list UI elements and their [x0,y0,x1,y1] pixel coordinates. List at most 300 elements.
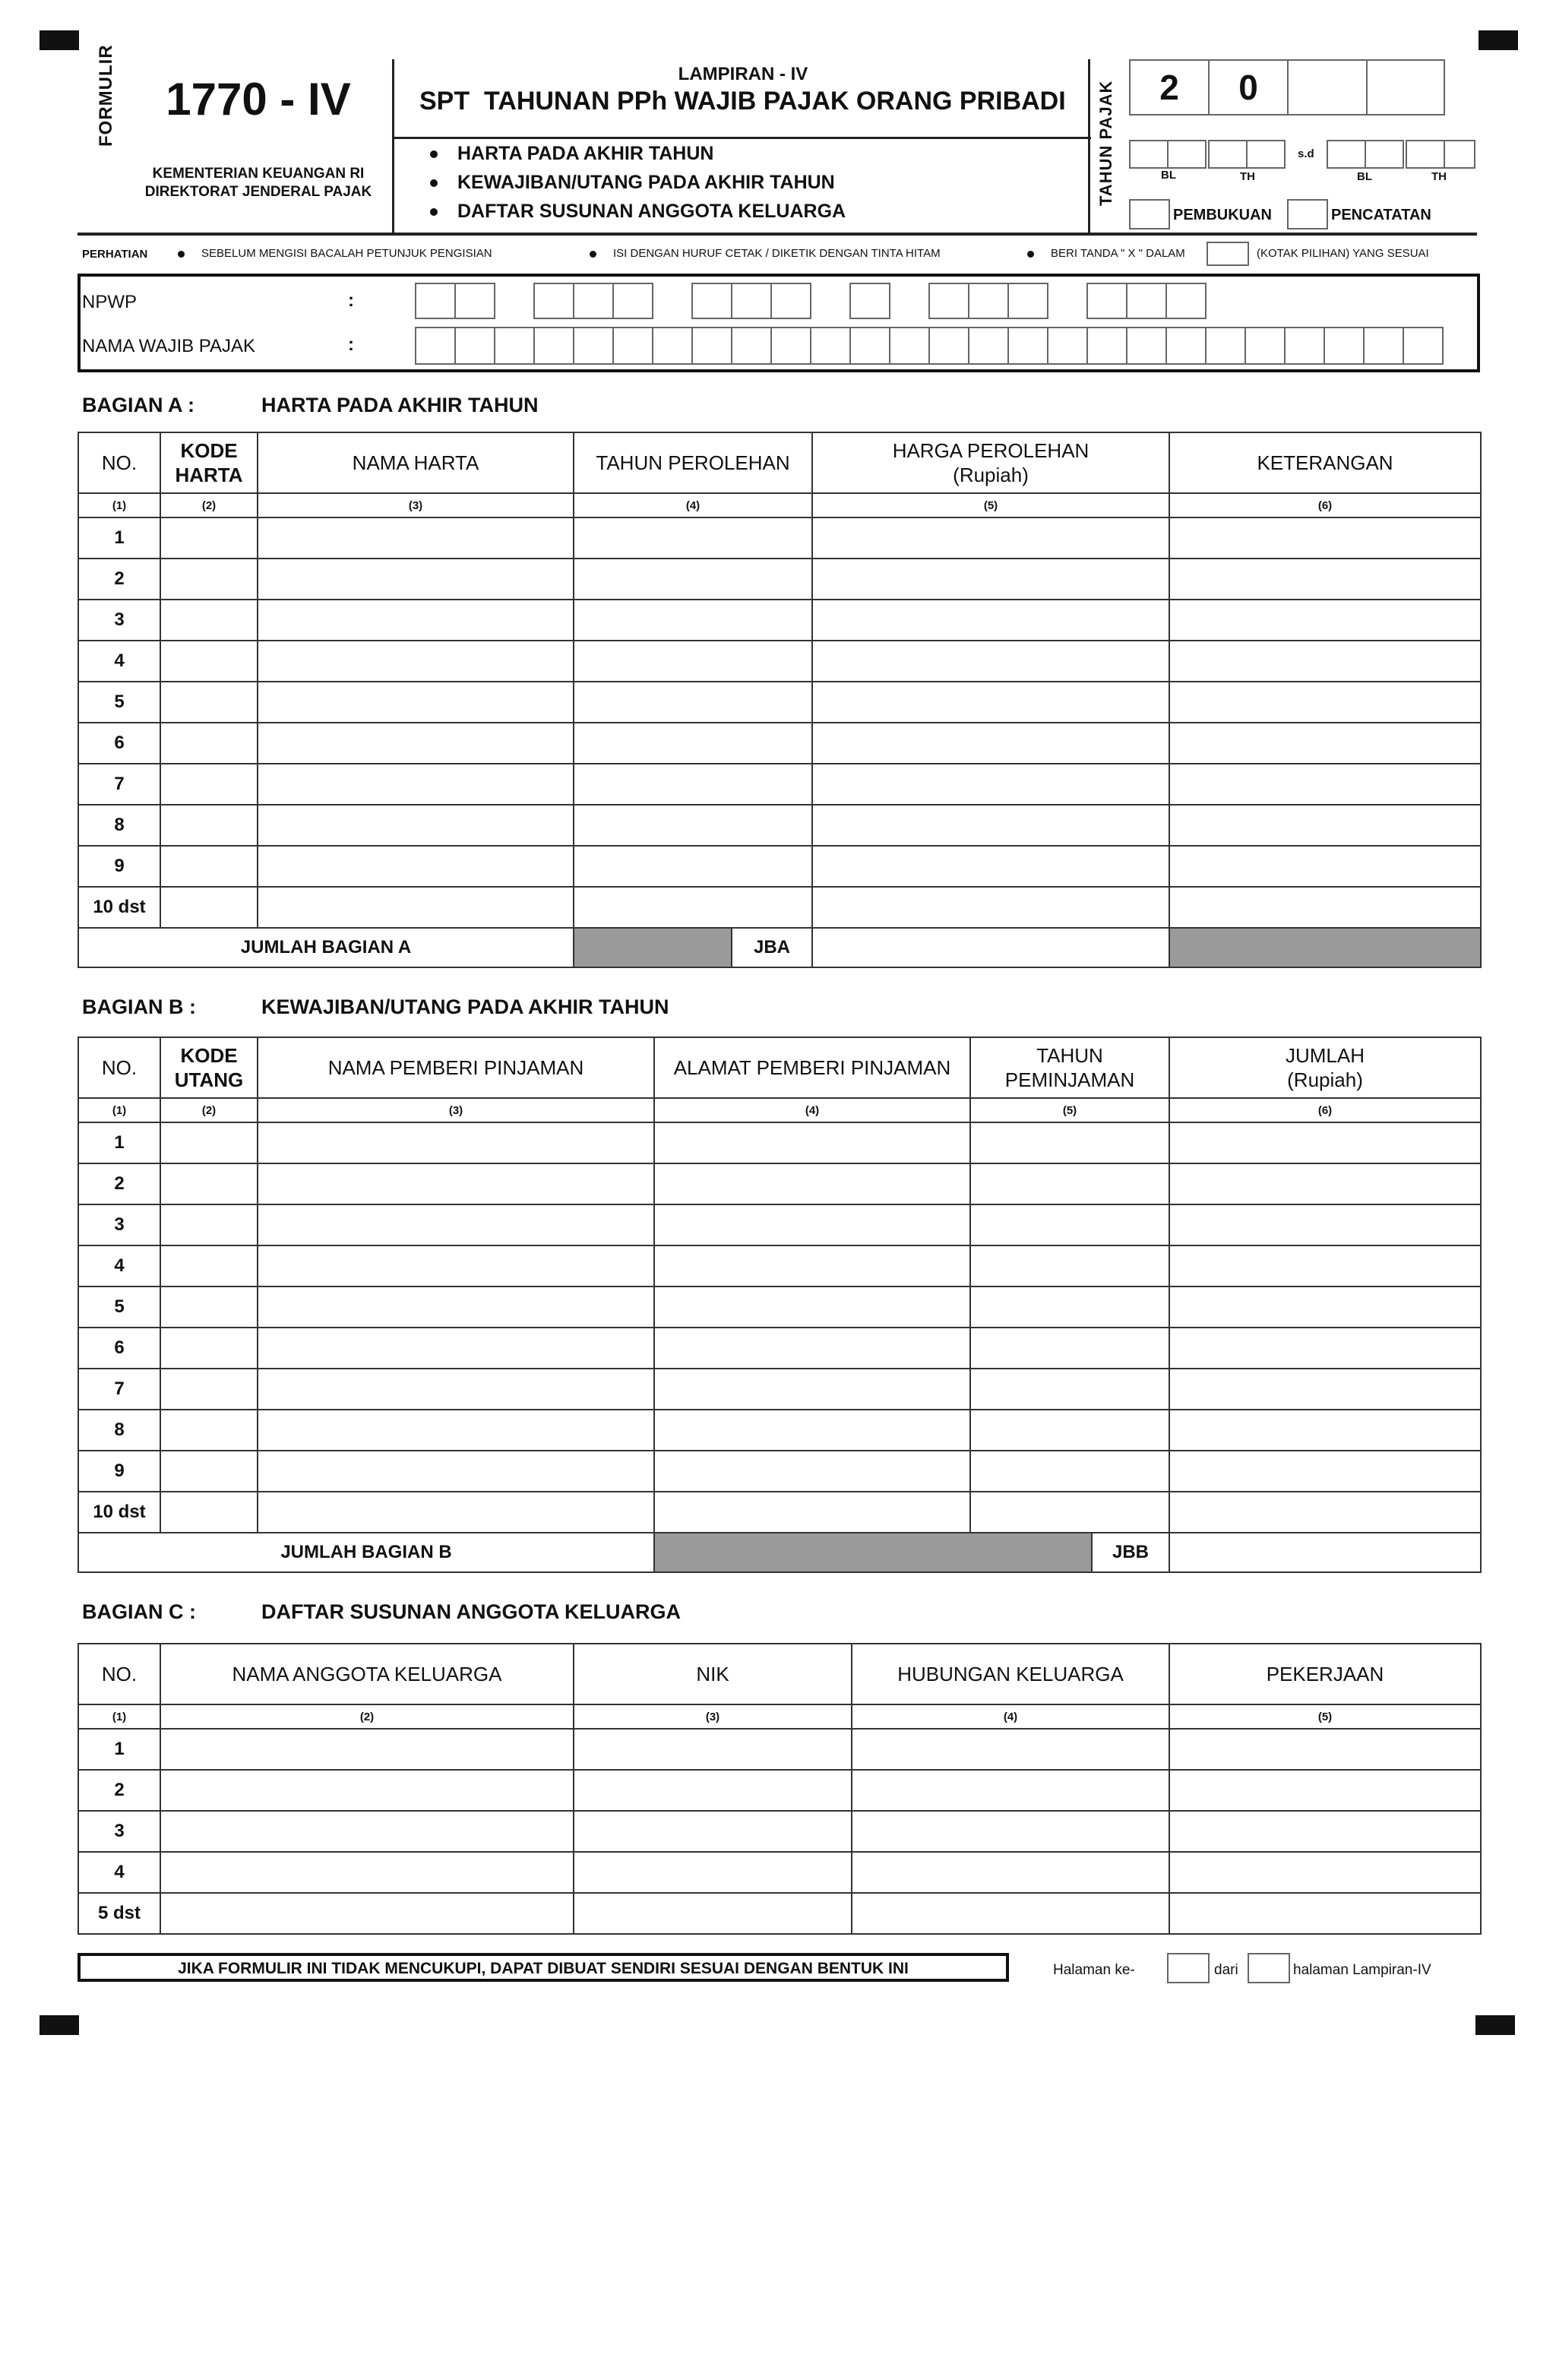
period-start-month-2[interactable] [1167,140,1207,169]
b-row-number: 10 dst [78,1492,160,1533]
c-cell-col-4[interactable] [852,1729,1169,1770]
a-cell-col-3[interactable] [258,846,574,887]
perhatian-item-3-suffix: (KOTAK PILIHAN) YANG SESUAI [1257,247,1429,260]
a-cell-col-2[interactable] [160,723,258,764]
b-row [78,1369,1481,1410]
period-end-year-2[interactable] [1444,140,1475,169]
registration-marker-bottom-left [40,2015,79,2035]
npwp-label: NPWP [82,292,137,312]
year-digit-3[interactable] [1287,59,1368,116]
period-start-year-2[interactable] [1246,140,1286,169]
a-row-number: 10 dst [78,887,160,928]
a-cell-col-4[interactable] [574,559,812,600]
c-cell-col-3[interactable] [574,1770,852,1811]
b-header-nama-pemberi: NAMA PEMBERI PINJAMAN [258,1037,654,1098]
b-cell-col-4[interactable] [654,1410,970,1451]
period-label-th-start: TH [1240,170,1255,183]
b-cell-col-3[interactable] [258,1204,654,1245]
b-cell-col-6[interactable] [1169,1328,1481,1369]
a-index-4: (4) [574,493,812,517]
c-cell-col-4[interactable] [852,1852,1169,1893]
a-cell-col-5[interactable] [812,559,1169,600]
a-index-2: (2) [160,493,258,517]
b-cell-col-5[interactable] [970,1204,1169,1245]
b-cell-col-4[interactable] [654,1122,970,1163]
a-row-number: 5 [78,682,160,723]
a-cell-col-2[interactable] [160,764,258,805]
b-cell-col-2[interactable] [160,1328,258,1369]
c-header-pekerjaan: PEKERJAAN [1169,1644,1481,1704]
a-cell-col-4[interactable] [574,641,812,682]
b-cell-col-4[interactable] [654,1245,970,1287]
period-label-th-end: TH [1431,170,1447,183]
b-cell-col-5[interactable] [970,1451,1169,1492]
section-a-table [77,432,1482,968]
a-cell-col-5[interactable] [812,723,1169,764]
a-cell-col-2[interactable] [160,682,258,723]
a-cell-col-6[interactable] [1169,887,1481,928]
nama-char-box[interactable] [770,327,811,365]
period-end-month-2[interactable] [1365,140,1404,169]
c-cell-col-3[interactable] [574,1852,852,1893]
npwp-digit-box[interactable] [1086,283,1127,319]
a-cell-col-4[interactable] [574,723,812,764]
b-row-number: 7 [78,1369,160,1410]
b-index-3: (3) [258,1098,654,1122]
b-cell-col-5[interactable] [970,1369,1169,1410]
b-row-number: 2 [78,1163,160,1204]
halaman-ke-field[interactable] [1167,1953,1210,1983]
nama-char-box[interactable] [1086,327,1127,365]
b-total-value-field[interactable] [1169,1533,1481,1572]
a-cell-col-3[interactable] [258,764,574,805]
npwp-digit-box[interactable] [454,283,495,319]
nama-wajib-pajak-label: NAMA WAJIB PAJAK [82,336,256,356]
b-header-alamat-pemberi: ALAMAT PEMBERI PINJAMAN [654,1037,970,1098]
a-header-nama-harta: NAMA HARTA [258,432,574,493]
section-c-rows [78,1729,1481,1934]
a-cell-col-2[interactable] [160,641,258,682]
lampiran-label: LAMPIRAN - IV [678,64,808,84]
b-row [78,1287,1481,1328]
directorate-name: DIREKTORAT JENDERAL PAJAK [144,184,372,200]
npwp-digit-box[interactable] [968,283,1009,319]
a-cell-col-3[interactable] [258,805,574,846]
a-row [78,764,1481,805]
perhatian-item-2 [590,247,941,260]
c-cell-col-3[interactable] [574,1729,852,1770]
b-cell-col-4[interactable] [654,1163,970,1204]
b-row [78,1410,1481,1451]
b-cell-col-2[interactable] [160,1410,258,1451]
nama-char-box[interactable] [415,327,456,365]
a-index-3: (3) [258,493,574,517]
npwp-digit-box[interactable] [1165,283,1207,319]
header-bullet-2-text: KEWAJIBAN/UTANG PADA AKHIR TAHUN [457,172,835,193]
pencatatan-checkbox[interactable] [1287,199,1328,229]
c-header-nik: NIK [574,1644,852,1704]
b-cell-col-6[interactable] [1169,1287,1481,1328]
a-cell-col-5[interactable] [812,764,1169,805]
c-index-4: (4) [852,1704,1169,1729]
nama-char-box[interactable] [968,327,1009,365]
b-cell-col-2[interactable] [160,1492,258,1533]
a-row-number: 2 [78,559,160,600]
a-total-code: JBA [732,928,812,967]
total-halaman-field[interactable] [1248,1953,1290,1983]
npwp-digit-box[interactable] [415,283,456,319]
c-cell-col-2[interactable] [160,1893,574,1934]
c-header-no: NO. [78,1644,160,1704]
b-cell-col-3[interactable] [258,1369,654,1410]
c-cell-col-2[interactable] [160,1852,574,1893]
a-cell-col-6[interactable] [1169,600,1481,641]
c-cell-col-4[interactable] [852,1811,1169,1852]
a-row [78,517,1481,559]
a-cell-col-3[interactable] [258,641,574,682]
a-cell-col-5[interactable] [812,641,1169,682]
b-cell-col-2[interactable] [160,1287,258,1328]
nama-char-box[interactable] [494,327,535,365]
a-cell-col-6[interactable] [1169,764,1481,805]
section-c-title: DAFTAR SUSUNAN ANGGOTA KELUARGA [261,1600,681,1623]
a-cell-col-2[interactable] [160,887,258,928]
a-row [78,887,1481,928]
npwp-digit-box[interactable] [849,283,890,319]
period-label-bl-start: BL [1161,169,1176,182]
a-total-label: JUMLAH BAGIAN A [78,928,574,967]
registration-marker-top-right [1479,30,1518,50]
b-cell-col-6[interactable] [1169,1122,1481,1163]
b-index-5: (5) [970,1098,1169,1122]
c-index-3: (3) [574,1704,852,1729]
nama-char-box[interactable] [1363,327,1404,365]
a-cell-col-4[interactable] [574,682,812,723]
b-total-code: JBB [1092,1533,1169,1572]
b-cell-col-3[interactable] [258,1287,654,1328]
c-cell-col-3[interactable] [574,1811,852,1852]
nama-char-box[interactable] [1205,327,1246,365]
b-cell-col-5[interactable] [970,1163,1169,1204]
b-cell-col-4[interactable] [654,1204,970,1245]
nama-char-box[interactable] [1047,327,1088,365]
npwp-digit-box[interactable] [731,283,772,319]
a-cell-col-4[interactable] [574,846,812,887]
a-row [78,641,1481,682]
header-divider-left [392,59,394,233]
section-b-table [77,1037,1482,1573]
b-cell-col-4[interactable] [654,1492,970,1533]
c-row [78,1852,1481,1893]
b-header-tahun-peminjaman: TAHUN PEMINJAMAN [970,1037,1169,1098]
section-a-rows [78,517,1481,928]
b-cell-col-5[interactable] [970,1287,1169,1328]
a-cell-col-5[interactable] [812,805,1169,846]
nama-char-box[interactable] [612,327,653,365]
nama-char-box[interactable] [849,327,890,365]
a-total-shaded-2 [1169,928,1481,967]
header-bullet-1 [430,143,713,165]
npwp-digit-box[interactable] [928,283,969,319]
b-cell-col-3[interactable] [258,1410,654,1451]
b-cell-col-3[interactable] [258,1451,654,1492]
c-cell-col-2[interactable] [160,1729,574,1770]
b-cell-col-3[interactable] [258,1122,654,1163]
header-bottom-rule [77,233,1477,236]
registration-marker-top-left [40,30,79,50]
header-divider-right [1088,59,1090,233]
b-header-kode-utang: KODE UTANG [160,1037,258,1098]
section-b-rows [78,1122,1481,1533]
c-cell-col-5[interactable] [1169,1770,1481,1811]
b-row [78,1492,1481,1533]
a-header-harga-perolehan: HARGA PEROLEHAN (Rupiah) [812,432,1169,493]
b-cell-col-5[interactable] [970,1245,1169,1287]
b-index-1: (1) [78,1098,160,1122]
c-row [78,1729,1481,1770]
a-index-1: (1) [78,493,160,517]
b-cell-col-6[interactable] [1169,1204,1481,1245]
tahun-pajak-vertical-label: TAHUN PAJAK [1096,80,1115,206]
a-cell-col-5[interactable] [812,600,1169,641]
a-cell-col-6[interactable] [1169,641,1481,682]
nama-colon: : [348,334,354,355]
a-header-tahun-perolehan: TAHUN PEROLEHAN [574,432,812,493]
b-cell-col-6[interactable] [1169,1451,1481,1492]
c-cell-col-2[interactable] [160,1770,574,1811]
c-cell-col-5[interactable] [1169,1729,1481,1770]
title-underline [392,137,1091,139]
year-digit-4[interactable] [1366,59,1445,116]
b-row-number: 3 [78,1204,160,1245]
npwp-digit-box[interactable] [612,283,653,319]
npwp-digit-box[interactable] [573,283,614,319]
pencatatan-label: PENCATATAN [1331,207,1431,223]
a-cell-col-4[interactable] [574,764,812,805]
a-cell-col-2[interactable] [160,805,258,846]
a-cell-col-2[interactable] [160,600,258,641]
b-header-no: NO. [78,1037,160,1098]
c-cell-col-5[interactable] [1169,1811,1481,1852]
b-cell-col-4[interactable] [654,1287,970,1328]
c-cell-col-3[interactable] [574,1893,852,1934]
year-digit-2[interactable]: 0 [1208,59,1289,116]
a-header-no: NO. [78,432,160,493]
b-row-number: 4 [78,1245,160,1287]
nama-char-box[interactable] [454,327,495,365]
b-cell-col-3[interactable] [258,1328,654,1369]
a-cell-col-4[interactable] [574,887,812,928]
perhatian-item-1 [178,247,492,260]
a-row-number: 4 [78,641,160,682]
a-row-number: 6 [78,723,160,764]
a-row-number: 7 [78,764,160,805]
period-start-year-1[interactable] [1208,140,1248,169]
b-cell-col-5[interactable] [970,1122,1169,1163]
a-total-shaded [574,928,732,967]
c-row [78,1770,1481,1811]
period-end-month-1[interactable] [1327,140,1366,169]
a-row-number: 8 [78,805,160,846]
b-cell-col-2[interactable] [160,1163,258,1204]
dari-label: dari [1214,1962,1238,1978]
b-cell-col-5[interactable] [970,1492,1169,1533]
npwp-colon: : [348,290,354,311]
a-row [78,682,1481,723]
b-index-6: (6) [1169,1098,1481,1122]
c-cell-col-5[interactable] [1169,1852,1481,1893]
a-cell-col-5[interactable] [812,682,1169,723]
b-total-label: JUMLAH BAGIAN B [78,1533,654,1572]
a-cell-col-6[interactable] [1169,559,1481,600]
nama-char-box[interactable] [1244,327,1286,365]
a-cell-col-2[interactable] [160,559,258,600]
b-cell-col-5[interactable] [970,1410,1169,1451]
b-row-number: 5 [78,1287,160,1328]
b-cell-col-2[interactable] [160,1122,258,1163]
a-cell-col-5[interactable] [812,846,1169,887]
form-number: 1770 - IV [166,74,351,125]
ministry-name: KEMENTERIAN KEUANGAN RI [152,166,365,182]
b-row-number: 9 [78,1451,160,1492]
section-c-label: BAGIAN C : [82,1600,196,1623]
a-cell-col-3[interactable] [258,600,574,641]
period-label-sd: s.d [1298,147,1314,160]
header-bullet-3-text: DAFTAR SUSUNAN ANGGOTA KELUARGA [457,201,846,222]
nama-char-box[interactable] [1126,327,1167,365]
header-bullet-3 [430,201,846,223]
a-cell-col-2[interactable] [160,517,258,559]
period-end-year-1[interactable] [1406,140,1445,169]
b-cell-col-6[interactable] [1169,1245,1481,1287]
b-cell-col-2[interactable] [160,1204,258,1245]
perhatian-label: PERHATIAN [82,248,148,261]
b-cell-col-4[interactable] [654,1451,970,1492]
nama-char-box[interactable] [928,327,969,365]
npwp-digit-box[interactable] [1007,283,1048,319]
halaman-ke-label: Halaman ke- [1053,1962,1135,1978]
c-index-2: (2) [160,1704,574,1729]
npwp-digit-box[interactable] [1126,283,1167,319]
b-cell-col-2[interactable] [160,1451,258,1492]
b-row [78,1122,1481,1163]
a-cell-col-6[interactable] [1169,723,1481,764]
a-cell-col-3[interactable] [258,682,574,723]
npwp-digit-box[interactable] [533,283,574,319]
b-index-4: (4) [654,1098,970,1122]
b-index-2: (2) [160,1098,258,1122]
b-row [78,1204,1481,1245]
nama-char-box[interactable] [652,327,693,365]
c-cell-col-2[interactable] [160,1811,574,1852]
nama-char-box[interactable] [573,327,614,365]
formulir-vertical-label: FORMULIR [96,44,116,147]
b-cell-col-5[interactable] [970,1328,1169,1369]
pembukuan-checkbox[interactable] [1129,199,1170,229]
c-index-1: (1) [78,1704,160,1729]
a-cell-col-3[interactable] [258,559,574,600]
a-cell-col-6[interactable] [1169,805,1481,846]
a-row-number: 3 [78,600,160,641]
b-cell-col-2[interactable] [160,1369,258,1410]
b-cell-col-6[interactable] [1169,1163,1481,1204]
b-row [78,1328,1481,1369]
b-cell-col-4[interactable] [654,1369,970,1410]
c-cell-col-4[interactable] [852,1770,1169,1811]
a-index-5: (5) [812,493,1169,517]
c-row-number: 5 dst [78,1893,160,1934]
b-cell-col-3[interactable] [258,1163,654,1204]
nama-char-box[interactable] [889,327,930,365]
a-header-keterangan: KETERANGAN [1169,432,1481,493]
year-digit-1[interactable]: 2 [1129,59,1210,116]
a-cell-col-4[interactable] [574,600,812,641]
a-cell-col-6[interactable] [1169,846,1481,887]
c-row-number: 1 [78,1729,160,1770]
a-cell-col-3[interactable] [258,517,574,559]
nama-char-box[interactable] [691,327,732,365]
c-row-number: 2 [78,1770,160,1811]
a-row [78,723,1481,764]
c-row-number: 4 [78,1852,160,1893]
a-cell-col-4[interactable] [574,805,812,846]
npwp-digit-box[interactable] [770,283,811,319]
c-cell-col-4[interactable] [852,1893,1169,1934]
a-cell-col-3[interactable] [258,723,574,764]
b-cell-col-3[interactable] [258,1492,654,1533]
perhatian-item-3-text: BERI TANDA " X " DALAM [1051,247,1185,260]
nama-char-box[interactable] [533,327,574,365]
nama-char-box[interactable] [731,327,772,365]
section-c-table [77,1643,1482,1935]
section-a-label: BAGIAN A : [82,394,194,416]
b-row [78,1451,1481,1492]
nama-char-box[interactable] [1165,327,1207,365]
a-cell-col-6[interactable] [1169,682,1481,723]
a-row-number: 1 [78,517,160,559]
a-total-value-field[interactable] [812,928,1169,967]
b-cell-col-6[interactable] [1169,1410,1481,1451]
nama-char-box[interactable] [1324,327,1365,365]
b-row-number: 6 [78,1328,160,1369]
npwp-digit-box[interactable] [691,283,732,319]
pembukuan-label: PEMBUKUAN [1173,207,1272,223]
a-cell-col-5[interactable] [812,887,1169,928]
a-cell-col-2[interactable] [160,846,258,887]
nama-char-box[interactable] [1007,327,1048,365]
b-cell-col-4[interactable] [654,1328,970,1369]
a-cell-col-6[interactable] [1169,517,1481,559]
b-row-number: 1 [78,1122,160,1163]
nama-char-box[interactable] [1284,327,1325,365]
header-bullet-2 [430,172,835,194]
nama-char-box[interactable] [1403,327,1444,365]
b-cell-col-2[interactable] [160,1245,258,1287]
c-index-5: (5) [1169,1704,1481,1729]
nama-char-box[interactable] [810,327,851,365]
b-header-jumlah: JUMLAH (Rupiah) [1169,1037,1481,1098]
a-cell-col-4[interactable] [574,517,812,559]
b-cell-col-6[interactable] [1169,1369,1481,1410]
section-a-title: HARTA PADA AKHIR TAHUN [261,394,539,416]
a-cell-col-5[interactable] [812,517,1169,559]
a-row [78,805,1481,846]
period-start-month-1[interactable] [1129,140,1169,169]
b-cell-col-3[interactable] [258,1245,654,1287]
b-cell-col-6[interactable] [1169,1492,1481,1533]
c-cell-col-5[interactable] [1169,1893,1481,1934]
a-cell-col-3[interactable] [258,887,574,928]
